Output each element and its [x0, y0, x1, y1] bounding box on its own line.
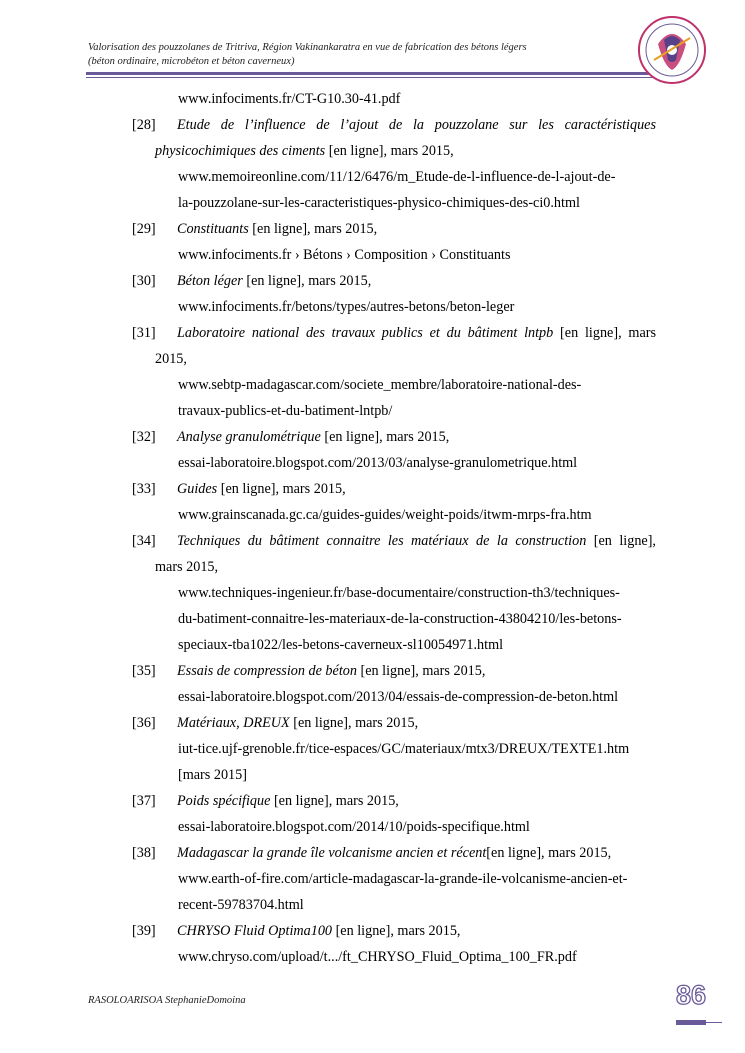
ref-30-url: www.infociments.fr/betons/types/autres-betons/beton-leger — [178, 299, 515, 315]
ref-suffix: [en ligne], mars 2015, — [217, 481, 346, 497]
ref-title: Techniques du bâtiment connaitre les matériaux de la construction — [177, 533, 587, 549]
ref-suffix: [en ligne], mars 2015, — [242, 273, 372, 289]
ref-34-line-1 — [132, 528, 656, 554]
ref-31-url-2: travaux-publics-et-du-batiment-lntpb/ — [178, 403, 393, 419]
reference-list — [132, 86, 656, 970]
ref-36 — [132, 710, 656, 736]
ref-28-line-1 — [132, 112, 656, 138]
ref-27-url: www.infociments.fr/CT-G10.30-41.pdf — [178, 91, 401, 107]
ref-29 — [132, 216, 656, 242]
header-divider — [86, 72, 666, 75]
ref-title: Madagascar la grande île volcanisme ancien et récent — [177, 845, 487, 861]
ref-title: CHRYSO Fluid Optima100 — [177, 923, 333, 939]
ref-33 — [132, 476, 656, 502]
ref-number: [37] — [132, 793, 156, 809]
ref-suffix: [en ligne], mars 2015, — [248, 221, 378, 237]
ref-32-url: essai-laboratoire.blogspot.com/2013/03/analyse-granulometrique.html — [178, 455, 578, 471]
ref-suffix: [en ligne], mars 2015, — [332, 923, 461, 939]
faculty-seal-logo — [636, 14, 708, 86]
ref-number: [34] — [132, 533, 156, 549]
header-divider-thin — [86, 77, 666, 78]
ref-suffix: [en ligne], mars 2015, — [356, 663, 486, 679]
ref-number: [39] — [132, 923, 156, 939]
ref-28-url-1: www.memoireonline.com/11/12/6476/m_Etude-de-l-influence-de-l-ajout-de- — [178, 169, 616, 185]
ref-34-url-1: www.techniques-ingenieur.fr/base-documentaire/construction-th3/techniques- — [178, 585, 620, 601]
ref-31-url-1: www.sebtp-madagascar.com/societe_membre/laboratoire-national-des- — [178, 377, 582, 393]
header-line-1: Valorisation des pouzzolanes de Tritriva, Région Vakinankaratra en vue de fabrication des bétons légers — [88, 42, 527, 53]
ref-number: [35] — [132, 663, 156, 679]
ref-37 — [132, 788, 656, 814]
ref-suffix: [en ligne], mars 2015, — [486, 845, 612, 861]
running-header — [88, 41, 608, 69]
ref-title: Poids spécifique — [177, 793, 271, 809]
ref-36-url-1: iut-tice.ujf-grenoble.fr/tice-espaces/GC/materiaux/mtx3/DREUX/TEXTE1.htm — [178, 741, 630, 757]
ref-number: [30] — [132, 273, 156, 289]
ref-number: [32] — [132, 429, 156, 445]
ref-number: [29] — [132, 221, 156, 237]
ref-number: [36] — [132, 715, 156, 731]
ref-38 — [132, 840, 656, 866]
footer-divider-thin — [706, 1022, 722, 1023]
ref-title: Essais de compression de béton — [177, 663, 357, 679]
footer-author: RASOLOARISOA StephanieDomoina — [88, 995, 246, 1006]
ref-38-url-1: www.earth-of-fire.com/article-madagascar-la-grande-ile-volcanisme-ancien-et- — [178, 871, 628, 887]
ref-39 — [132, 918, 656, 944]
ref-title: Etude de l’influence de l’ajout de la pouzzolane sur les caractéristiques — [177, 117, 656, 133]
ref-35 — [132, 658, 656, 684]
ref-number: [28] — [132, 117, 156, 133]
ref-35-url: essai-laboratoire.blogspot.com/2013/04/essais-de-compression-de-beton.html — [178, 689, 619, 705]
ref-31-line-1 — [132, 320, 656, 346]
ref-title: physicochimiques des ciments — [155, 143, 326, 159]
ref-title: Analyse granulométrique — [177, 429, 321, 445]
ref-suffix: [en ligne], mars 2015, — [325, 143, 454, 159]
ref-suffix: [en ligne], mars — [553, 325, 656, 341]
ref-title: Matériaux, DREUX — [177, 715, 290, 731]
ref-title: Constituants — [177, 221, 249, 237]
ref-number: [31] — [132, 325, 156, 341]
ref-36-url-2: [mars 2015] — [178, 767, 247, 783]
ref-suffix: [en ligne], — [586, 533, 656, 549]
ref-28-line-2 — [132, 138, 656, 164]
ref-number: [33] — [132, 481, 156, 497]
ref-33-url: www.grainscanada.gc.ca/guides-guides/weight-poids/itwm-mrps-fra.htm — [178, 507, 592, 523]
footer-divider — [676, 1020, 706, 1025]
ref-title: Guides — [177, 481, 218, 497]
ref-28-url-2: la-pouzzolane-sur-les-caracteristiques-physico-chimiques-des-ci0.html — [178, 195, 580, 211]
ref-30 — [132, 268, 656, 294]
ref-37-url: essai-laboratoire.blogspot.com/2014/10/poids-specifique.html — [178, 819, 530, 835]
ref-number: [38] — [132, 845, 156, 861]
page-number: 86 — [676, 980, 707, 1010]
ref-32 — [132, 424, 656, 450]
ref-34-line-2: mars 2015, — [155, 559, 219, 575]
ref-39-url: www.chryso.com/upload/t.../ft_CHRYSO_Fluid_Optima_100_FR.pdf — [178, 949, 577, 965]
ref-title: Laboratoire national des travaux publics et du bâtiment lntpb — [177, 325, 554, 341]
ref-31-line-2: 2015, — [155, 351, 187, 367]
ref-title: Béton léger — [177, 273, 243, 289]
header-line-2: (béton ordinaire, microbéton et béton caverneux) — [88, 56, 295, 67]
ref-suffix: [en ligne], mars 2015, — [289, 715, 419, 731]
ref-34-url-2: du-batiment-connaitre-les-materiaux-de-la-construction-43804210/les-betons- — [178, 611, 622, 627]
ref-29-url: www.infociments.fr › Bétons › Composition › Constituants — [178, 247, 511, 263]
ref-38-url-2: recent-59783704.html — [178, 897, 304, 913]
ref-suffix: [en ligne], mars 2015, — [270, 793, 399, 809]
ref-34-url-3: speciaux-tba1022/les-betons-caverneux-sl10054971.html — [178, 637, 504, 653]
ref-suffix: [en ligne], mars 2015, — [320, 429, 450, 445]
